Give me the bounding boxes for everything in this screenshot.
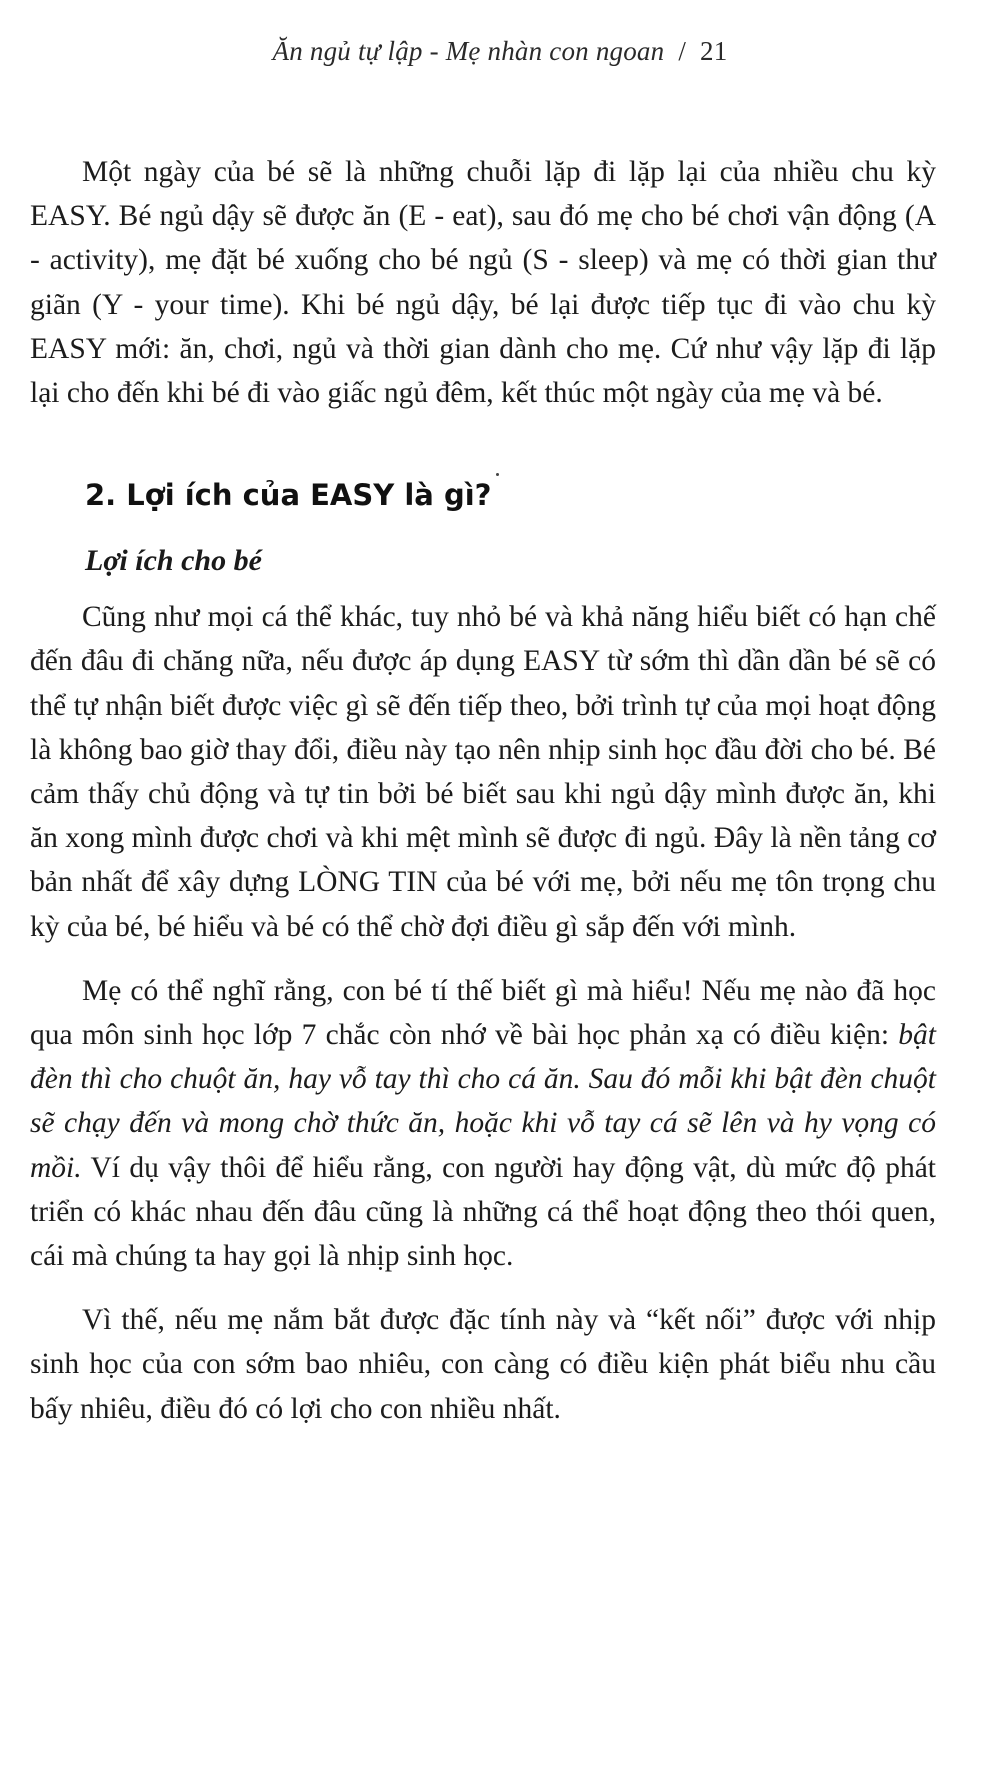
paragraph-conditioned-reflex [30,969,936,1278]
paragraph-benefits-baby: Cũng như mọi cá thể khác, tuy nhỏ bé và khả năng hiểu biết có hạn chế đến đâu đi chăng nữa, nếu được áp dụng EASY từ sớm thì dần dần bé sẽ có thể tự nhận biết được việc gì sẽ đến tiếp theo, bởi trình tự của mọi hoạt động là không bao giờ thay đổi, điều này tạo nên nhịp sinh học đầu đời cho bé. Bé cảm thấy chủ động và tự tin bởi bé biết sau khi ngủ dậy mình được ăn, khi ăn xong mình được chơi và khi mệt mình sẽ được đi ngủ. Đây là nền tảng cơ bản nhất để xây dựng LÒNG TIN của bé với mẹ, bởi nếu mẹ tôn trọng chu kỳ của bé, bé hiểu và bé có thể chờ đợi điều gì sắp đến với mình. [30,601,936,943]
paragraph-easy-cycle: Một ngày của bé sẽ là những chuỗi lặp đi lặp lại của nhiều chu kỳ EASY. Bé ngủ dậy sẽ được ăn (E - eat), sau đó mẹ cho bé chơi vận động (A - activity), mẹ đặt bé xuống cho bé ngủ (S - sleep) và mẹ có thời gian thư giãn (Y - your time). Khi bé ngủ dậy, bé lại được tiếp tục đi vào chu kỳ EASY mới: ăn, chơi, ngủ và thời gian dành cho mẹ. Cứ như vậy lặp đi lặp lại cho đến khi bé đi vào giấc ngủ đêm, kết thúc một ngày của mẹ và bé. [30,156,936,410]
sub-heading: Lợi ích cho bé [85,544,262,578]
section-heading: 2. Lợi ích của EASY là gì? [85,478,492,513]
running-header [0,36,1000,67]
header-separator: / [678,36,687,66]
page-number: 21 [700,36,728,66]
book-title: Ăn ngủ tự lập - Mẹ nhàn con ngoan [272,36,665,66]
paragraph-3-end: Ví dụ vậy thôi để hiểu rằng, con người hay động vật, dù mức độ phát triển có khác nhau đến đâu cũng là những cá thể hoạt động theo thói quen, cái mà chúng ta hay gọi là nhịp sinh học. [30,1151,936,1273]
paragraph-3-italic: bật đèn thì cho chuột ăn, hay vỗ tay thì cho cá ăn. Sau đó mỗi khi bật đèn chuột sẽ chạy đến và mong chờ thức ăn, hoặc khi vỗ tay cá sẽ lên và hy vọng có mồi. [30,1019,936,1184]
paragraph-connection: Vì thế, nếu mẹ nắm bắt được đặc tính này và “kết nối” được với nhịp sinh học của con sớm bao nhiêu, con càng có điều kiện phát biểu nhu cầu bấy nhiêu, điều đó có lợi cho con nhiều nhất. [30,1304,936,1425]
page-body [30,150,936,1431]
paragraph-3-start: Mẹ có thể nghĩ rằng, con bé tí thế biết gì mà hiểu! Nếu mẹ nào đã học qua môn sinh học lớp 7 chắc còn nhớ về bài học phản xạ có điều kiện: [30,974,936,1052]
